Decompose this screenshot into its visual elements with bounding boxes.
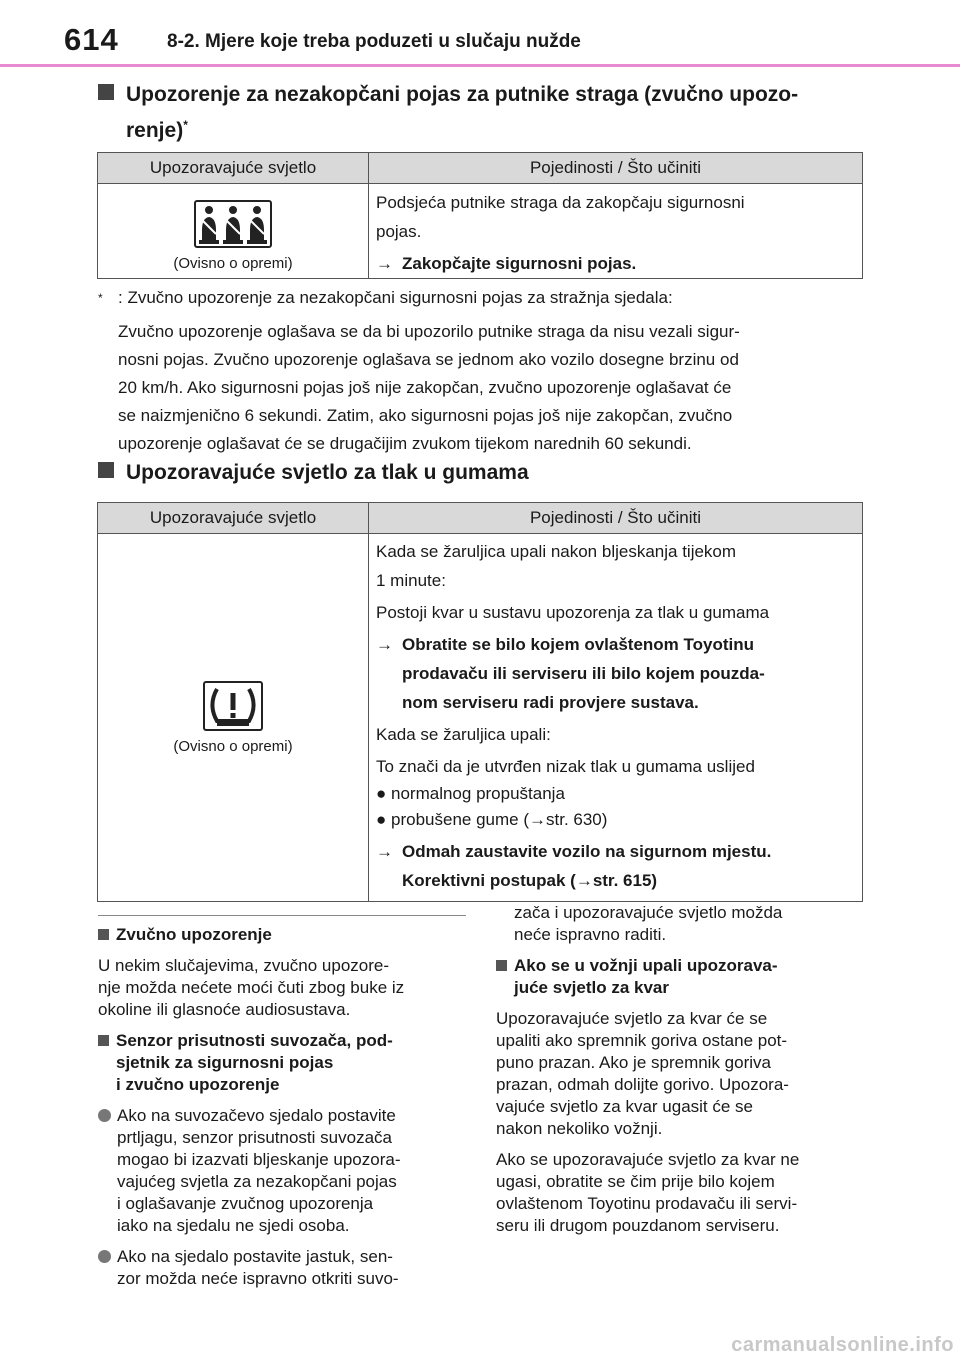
list-item: Ako na sjedalo postavite jastuk, sen- zor možda neće ispravno otkriti suvo- xyxy=(98,1246,468,1290)
rear-seatbelt-warning-icon xyxy=(194,200,272,248)
subheading: Ako se u vožnji upali upozorava- juće svjetlo za kvar xyxy=(496,955,876,999)
detail-cell: Kada se žaruljica upali nakon bljeskanja tijekom 1 minute: Postoji kvar u sustavu upozorenja za tlak u gumama → Obratite se bilo kojem ovlaštenom Toyotinu prodavaču ili serviseru ili bilo kojem pouzda- nom serviseru radi provjere sustava. Kada se žaruljica upali: To znači da je utvrđen nizak tlak u gumama uslijed ● normalnog propuštanja ● probušene gume (→str. 630) → Odmah zaustavite vozilo na sigurnom mjestu. Korektivni postupak (→str. 615) xyxy=(369,534,863,902)
right-column xyxy=(496,902,876,1246)
action-line: → Odmah zaustavite vozilo na sigurnom mjestu. Korektivni postupak (→str. 615) xyxy=(376,837,854,895)
subheading: Zvučno upozorenje xyxy=(98,924,468,946)
watermark[interactable]: carmanualsonline.info xyxy=(731,1334,954,1356)
footnote-body: Zvučno upozorenje oglašava se da bi upozorilo putnike straga da nisu vezali sigur- nosni pojas. Zvučno upozorenje oglašava se jednom ako vozilo dosegne brzinu od 20 km/h. Ako sigurnosni pojas još nije zakopčan, zvučno upozorenje oglašavat će se naizmjenično 6 sekundi. Zatim, ako sigurnosni pojas još nije zakopčan, zvučno upozorenje oglašavat će se drugačijim zvukom tijekom narednih 60 sekundi. xyxy=(118,321,740,453)
table-header-light: Upozoravajuće svjetlo xyxy=(98,153,369,184)
column-rule xyxy=(98,915,466,916)
icon-caption: (Ovisno o opremi) xyxy=(173,255,293,272)
arrow-icon: → xyxy=(376,635,393,654)
bullet-dot-icon xyxy=(98,1250,111,1263)
paragraph: zača i upozoravajuće svjetlo možda neće ispravno raditi. xyxy=(514,903,783,944)
icon-cell xyxy=(98,534,369,902)
paragraph: Ako se upozoravajuće svjetlo za kvar ne ugasi, obratite se čim prije bilo kojem ovlaštenom Toyotinu prodavaču ili servi- seru ili drugom pouzdanom serviseru. xyxy=(496,1150,800,1235)
square-marker xyxy=(98,1035,109,1046)
page-header xyxy=(0,0,960,70)
list-item: Ako na suvozačevo sjedalo postavite prtljagu, senzor prisutnosti suvozača mogao bi izazvati bljeskanje upozora- vajućeg svjetla za nezakopčani pojas i oglašavanje zvučnog upozorenja iako na sjedalu ne sjedi osoba. xyxy=(98,1105,468,1237)
left-column xyxy=(98,924,468,1299)
page-ref-link[interactable]: str. 630) xyxy=(546,810,608,829)
arrow-icon: → xyxy=(376,842,393,861)
bullet-dot-icon xyxy=(98,1109,111,1122)
icon-caption: (Ovisno o opremi) xyxy=(173,737,293,755)
icon-cell xyxy=(98,184,369,279)
detail-cell: Podsjeća putnike straga da zakopčaju sigurnosni pojas. → Zakopčajte sigurnosni pojas. xyxy=(369,184,863,279)
list-item: ● probušene gume (→str. 630) xyxy=(376,810,608,829)
tire-pressure-warning-table xyxy=(97,502,863,902)
footnote: * : Zvučno upozorenje za nezakopčani sigurnosni pojas za stražnja sjedala: Zvučno upozorenje oglašava se da bi upozorilo putnike straga da nisu vezali sigur- nosni pojas. Zvučno upozorenje oglašava se jednom ako vozilo dosegne brzinu od 20 km/h. Ako sigurnosni pojas još nije zakopčan, zvučno upozorenje oglašavat će se naizmjenično 6 sekundi. Zatim, ako sigurnosni pojas još nije zakopčan, zvučno upozorenje oglašavat će se drugačijim zvukom tijekom narednih 60 sekundi. xyxy=(98,284,868,458)
arrow-icon: → xyxy=(575,871,593,890)
heading-square-marker xyxy=(98,84,114,100)
square-marker xyxy=(496,960,507,971)
square-marker xyxy=(98,929,109,940)
tire-pressure-warning-icon xyxy=(203,681,263,731)
section-heading-tire-pressure: Upozoravajuće svjetlo za tlak u gumama xyxy=(98,458,529,488)
paragraph: U nekim slučajevima, zvučno upozore- nje možda nećete moći čuti zbog buke iz okoline ili glasnoće audiosustava. xyxy=(98,956,405,1019)
bullet-dot-icon: ● xyxy=(376,784,387,803)
seatbelt-warning-table xyxy=(97,152,863,279)
action-line: → Obratite se bilo kojem ovlaštenom Toyotinu prodavaču ili serviseru ili bilo kojem pouzda- nom serviseru radi provjere sustava. xyxy=(376,630,854,717)
subheading: Senzor prisutnosti suvozača, pod- sjetnik za sigurnosni pojas i zvučno upozorenje xyxy=(98,1030,468,1096)
section-heading-seatbelt: Upozorenje za nezakopčani pojas za putnike straga (zvučno upozo- renje)* xyxy=(98,80,878,146)
arrow-icon: → xyxy=(376,254,393,273)
page-ref-link[interactable]: str. 615) xyxy=(592,871,658,890)
page-number: 614 xyxy=(64,22,119,57)
footnote-mark: * xyxy=(98,291,103,305)
action-line: → Zakopčajte sigurnosni pojas. xyxy=(376,249,854,278)
list-item: ● normalnog propuštanja xyxy=(376,784,565,803)
table-header-details: Pojedinosti / Što učiniti xyxy=(369,503,863,534)
chapter-title: 8-2. Mjere koje treba poduzeti u slučaju nužde xyxy=(167,31,581,52)
table-header-light: Upozoravajuće svjetlo xyxy=(98,503,369,534)
paragraph: Upozoravajuće svjetlo za kvar će se upaliti ako spremnik goriva ostane pot- puno prazan. Ako je spremnik goriva prazan, odmah dolijte gorivo. Upozora- vajuće svjetlo za kvar ugasit će se nakon nekoliko vožnji. xyxy=(496,1009,789,1138)
bullet-dot-icon: ● xyxy=(376,810,387,829)
header-rule xyxy=(0,64,960,67)
arrow-icon: → xyxy=(529,810,546,829)
table-header-details: Pojedinosti / Što učiniti xyxy=(369,153,863,184)
heading-square-marker xyxy=(98,462,114,478)
